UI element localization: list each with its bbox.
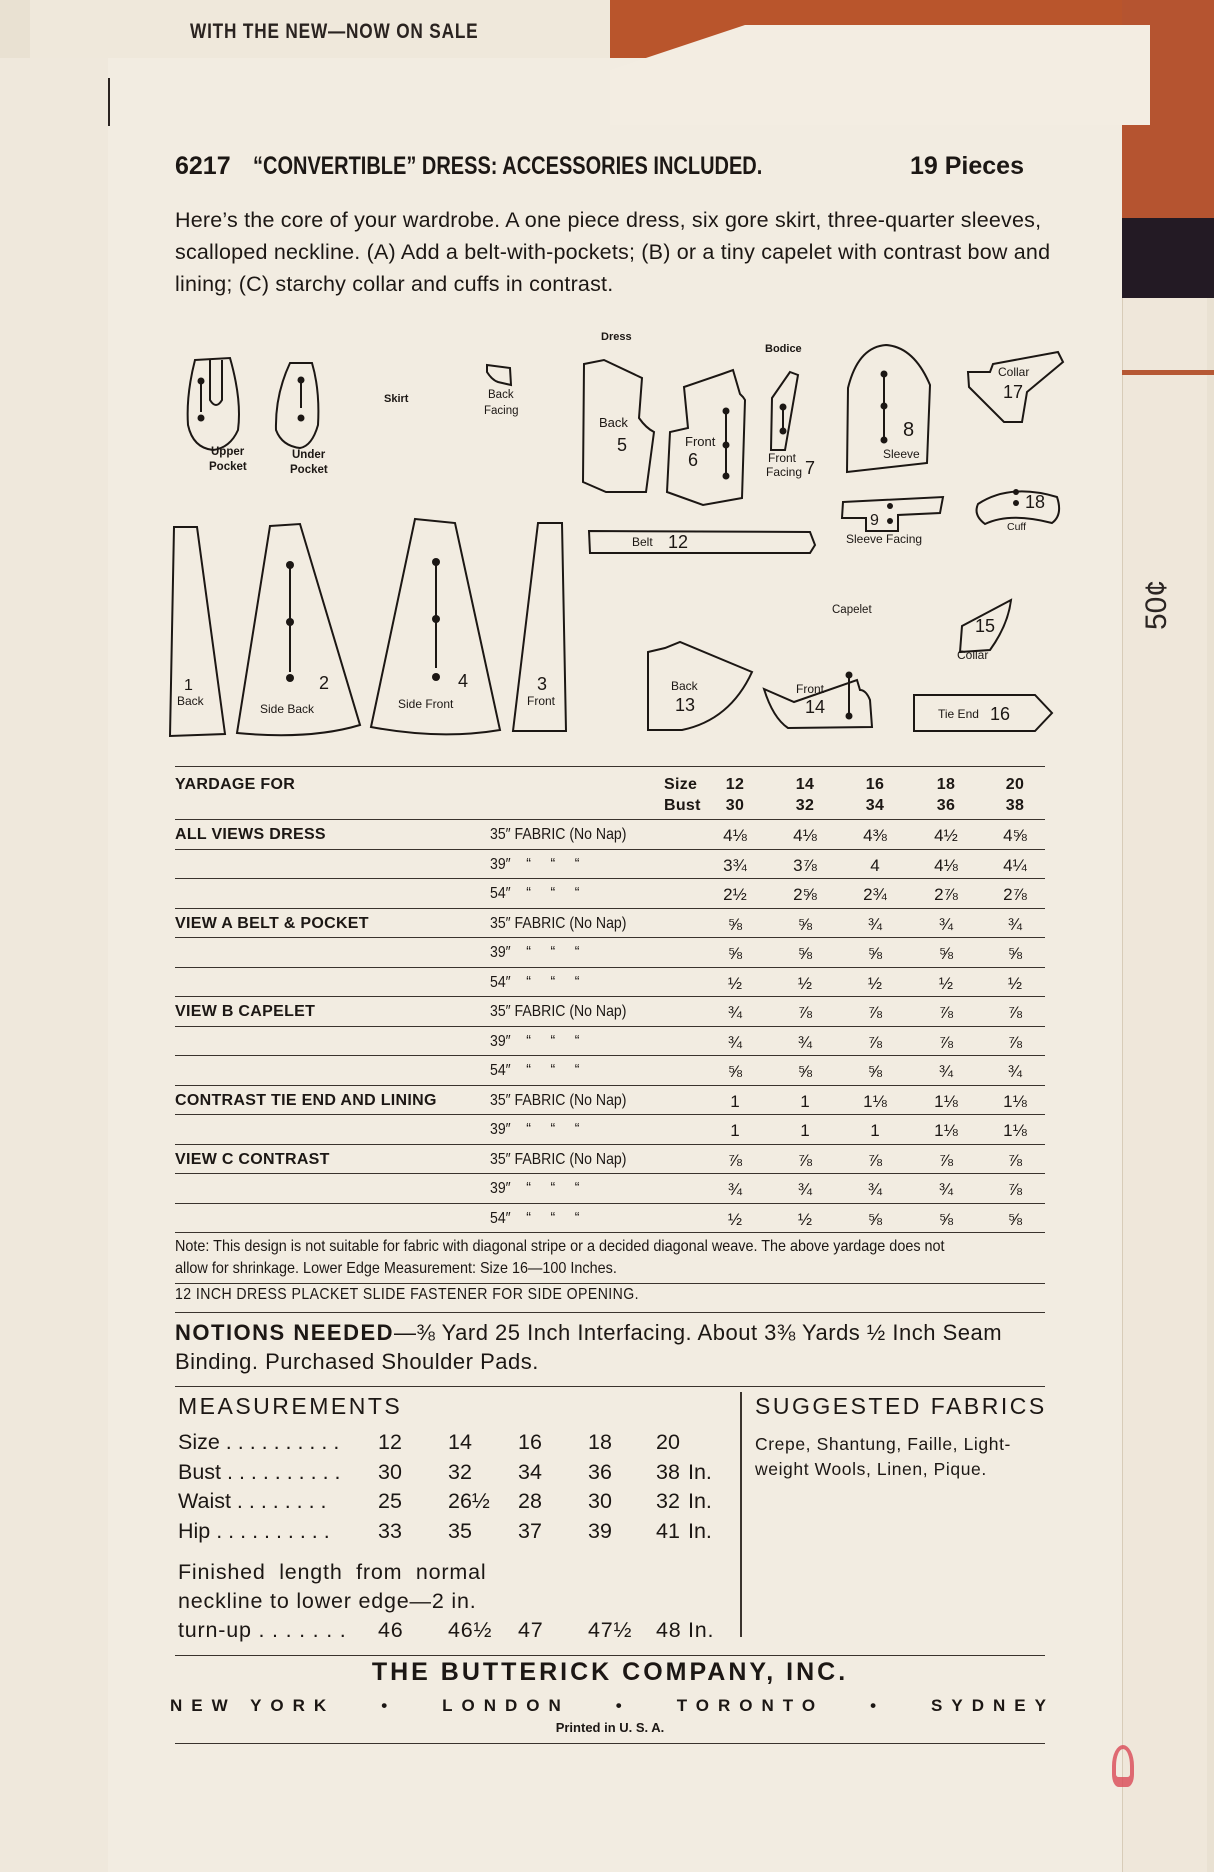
- yardage-cell: ⅞: [1007, 1180, 1023, 1199]
- turnup-value: 47½: [588, 1618, 633, 1642]
- yardage-cell: ¾: [867, 914, 883, 934]
- suggested-fabrics-text: Crepe, Shantung, Faille, Light-weight Wools, Linen, Pique.: [755, 1434, 1011, 1479]
- svg-text:Facing: Facing: [766, 465, 803, 479]
- yardage-cell: 4½: [934, 826, 958, 845]
- turnup-label: turn-up . . . . . . .: [178, 1618, 347, 1642]
- yardage-cell: 1: [800, 1091, 810, 1111]
- fabric-width: 54″ “ “ “: [490, 1209, 580, 1227]
- svg-text:Pocket: Pocket: [290, 464, 328, 476]
- yardage-cell: ⅞: [867, 1032, 883, 1052]
- svg-text:Belt: Belt: [632, 535, 653, 549]
- label-dress: Dress: [601, 331, 632, 343]
- bullet: •: [870, 1696, 886, 1715]
- pattern-pieces-diagram: [150, 320, 1110, 740]
- yardage-cell: ¾: [938, 914, 954, 934]
- svg-text:17: 17: [1003, 382, 1024, 402]
- rule: [175, 1312, 1045, 1313]
- yardage-cell: ⅞: [867, 1150, 883, 1170]
- fabric-width: 35″ FABRIC (No Nap): [490, 826, 627, 843]
- svg-text:Pocket: Pocket: [209, 461, 247, 473]
- svg-text:4: 4: [458, 671, 469, 691]
- measurement-value: 30: [588, 1489, 612, 1513]
- yardage-cell: ¾: [727, 1180, 743, 1199]
- yardage-cell: 1⅛: [1003, 1121, 1027, 1140]
- table-row: [175, 878, 1045, 908]
- svg-text:Under: Under: [292, 449, 326, 461]
- svg-text:Back: Back: [671, 679, 698, 693]
- measurements-title: MEASUREMENTS: [178, 1393, 403, 1419]
- svg-text:1: 1: [184, 677, 193, 694]
- piece-count: 19 Pieces: [910, 152, 1024, 180]
- measurement-label: Bust . . . . . . . . . .: [178, 1459, 341, 1484]
- price-label: 50¢: [1140, 579, 1173, 630]
- measurement-unit: In.: [688, 1489, 712, 1513]
- svg-text:18: 18: [1025, 492, 1046, 512]
- yardage-cell: 1: [870, 1121, 880, 1140]
- yardage-cell: ⅞: [1007, 1032, 1023, 1052]
- table-row: [175, 849, 1045, 879]
- yardage-cell: ⅝: [1007, 944, 1023, 963]
- measurement-value: 30: [378, 1459, 402, 1484]
- svg-text:8: 8: [903, 419, 915, 441]
- measurement-value: 35: [448, 1518, 472, 1543]
- yardage-header-row: [175, 766, 1045, 820]
- measurement-value: 39: [588, 1518, 612, 1543]
- suggested-fabrics-title: SUGGESTED FABRICS: [755, 1393, 1047, 1419]
- section-label: VIEW B CAPELET: [175, 1003, 316, 1020]
- yardage-note: Note: This design is not suitable for fabric with diagonal stripe or a decided diagonal weave. The above yardage does not allow for shrinkage. Lower Edge Measurement: Size 16—100 Inches.: [175, 1238, 945, 1277]
- measurement-label: Size . . . . . . . . . .: [178, 1430, 340, 1454]
- measurement-value: 37: [518, 1518, 542, 1543]
- table-row: [175, 1085, 1045, 1115]
- notions-needed: [175, 1318, 1055, 1376]
- yardage-cell: ⅝: [797, 944, 813, 963]
- orange-rule-line: [1122, 370, 1214, 375]
- finished-line-2: neckline to lower edge—2 in.: [178, 1589, 477, 1613]
- label-skirt: Skirt: [384, 393, 409, 405]
- pattern-description: Here’s the core of your wardrobe. A one piece dress, six gore skirt, three-quarter sleeves, scalloped neckline. (A) Add a belt-with-pockets; (B) or a tiny capelet with contrast bow and lining; (C) starchy collar and cuffs in contrast.: [175, 208, 1051, 296]
- yardage-cell: ½: [867, 973, 883, 993]
- table-row: [175, 819, 1045, 849]
- svg-text:Back: Back: [488, 389, 514, 401]
- bullet: •: [615, 1696, 631, 1715]
- bust-cell: 30: [725, 797, 745, 814]
- city: TORONTO: [676, 1696, 825, 1715]
- svg-text:Upper: Upper: [211, 446, 245, 458]
- yardage-cell: 4⅛: [934, 855, 958, 875]
- yardage-cell: ¾: [727, 1032, 743, 1052]
- bust-cell: 36: [936, 797, 956, 814]
- yardage-cell: ½: [797, 1209, 813, 1229]
- yardage-cell: ⅞: [797, 1150, 813, 1170]
- measurement-unit: In.: [688, 1518, 712, 1543]
- measurement-value: 25: [378, 1489, 402, 1513]
- yardage-cell: 1⅛: [934, 1121, 958, 1140]
- table-row: [175, 1114, 1045, 1144]
- fabric-width: 35″ FABRIC (No Nap): [490, 1003, 627, 1020]
- yardage-title: YARDAGE FOR: [175, 776, 296, 793]
- table-bottom-rule: [175, 1232, 1045, 1233]
- placket-note: 12 INCH DRESS PLACKET SLIDE FASTENER FOR SIDE OPENING.: [175, 1286, 640, 1303]
- fabric-width: 54″ “ “ “: [490, 885, 580, 902]
- yardage-cell: 1⅛: [863, 1091, 887, 1111]
- section-label: VIEW A BELT & POCKET: [175, 914, 369, 932]
- section-label: VIEW C CONTRAST: [175, 1150, 330, 1168]
- yardage-cell: 3⅞: [793, 855, 817, 875]
- svg-text:15: 15: [975, 616, 996, 636]
- yardage-cell: ¾: [938, 1062, 954, 1081]
- yardage-cell: 4⅛: [723, 826, 747, 845]
- measurement-value: 32: [656, 1489, 680, 1513]
- rule: [175, 1283, 1045, 1284]
- section-label: ALL VIEWS DRESS: [175, 826, 326, 843]
- fabric-width: 35″ FABRIC (No Nap): [490, 1091, 627, 1109]
- svg-text:16: 16: [990, 704, 1011, 724]
- svg-text:5: 5: [617, 435, 628, 455]
- label-bodice: Bodice: [765, 343, 802, 355]
- measurement-value: 12: [378, 1430, 402, 1454]
- size-label: Size: [664, 776, 698, 793]
- left-side-flap: [0, 58, 109, 1872]
- table-row: [175, 1144, 1045, 1174]
- fold-mark: [108, 78, 110, 126]
- right-side-panel: [1122, 298, 1207, 1872]
- rule: [175, 1386, 1045, 1387]
- measurement-value: 41: [656, 1518, 680, 1543]
- measurement-value: 32: [448, 1459, 472, 1484]
- turnup-value: 48: [656, 1618, 682, 1642]
- svg-text:Side Back: Side Back: [260, 702, 315, 716]
- table-row: [175, 908, 1045, 938]
- yardage-cell: ¾: [797, 1180, 813, 1199]
- measurement-value: 33: [378, 1518, 402, 1543]
- bust-cell: 34: [865, 797, 885, 814]
- rule: [175, 1743, 1045, 1744]
- yardage-cell: ⅞: [938, 1032, 954, 1052]
- turnup-unit: In.: [688, 1618, 715, 1642]
- yardage-cell: ⅝: [727, 1062, 743, 1081]
- svg-text:Collar: Collar: [957, 648, 989, 662]
- measurement-value: 38: [656, 1459, 680, 1484]
- turnup-row: [178, 1616, 715, 1645]
- measurement-unit: In.: [688, 1459, 712, 1484]
- svg-text:2: 2: [319, 673, 330, 693]
- yardage-cell: 4⅜: [863, 826, 887, 845]
- yardage-cell: 4¼: [1003, 855, 1027, 875]
- yardage-cell: ½: [797, 973, 813, 993]
- rule: [175, 1655, 1045, 1656]
- fabric-width: 39″ “ “ “: [490, 1032, 580, 1050]
- yardage-cell: ⅝: [938, 944, 954, 963]
- yardage-cell: ⅝: [797, 1062, 813, 1081]
- table-row: [175, 1203, 1045, 1233]
- pattern-title-text: “CONVERTIBLE” DRESS: ACCESSORIES INCLUDED.: [252, 152, 762, 180]
- yardage-cell: 2⅝: [793, 885, 817, 904]
- fabric-width: 54″ “ “ “: [490, 1062, 580, 1079]
- top-strip-text: WITH THE NEW—NOW ON SALE: [190, 20, 479, 43]
- yardage-cell: 4⅛: [793, 826, 817, 845]
- svg-text:Front: Front: [796, 682, 825, 696]
- turnup-value: 46½: [448, 1618, 493, 1642]
- yardage-cell: ⅝: [727, 944, 743, 963]
- yardage-cell: ⅝: [797, 914, 813, 934]
- company-name: THE BUTTERICK COMPANY, INC.: [371, 1658, 849, 1686]
- yardage-cell: ⅝: [867, 944, 883, 963]
- svg-text:Sleeve Facing: Sleeve Facing: [846, 532, 923, 546]
- fabric-width: 35″ FABRIC (No Nap): [490, 914, 627, 932]
- finished-line-1: Finished length from normal: [178, 1560, 487, 1584]
- yardage-cell: 4⅝: [1003, 826, 1027, 845]
- yardage-cell: ¾: [727, 1003, 743, 1022]
- yardage-cell: 1⅛: [1003, 1091, 1027, 1111]
- fabric-width: 39″ “ “ “: [490, 944, 580, 961]
- notions-label: NOTIONS NEEDED: [175, 1320, 395, 1345]
- city: SYDNEY: [931, 1696, 1055, 1715]
- measurement-value: 20: [656, 1430, 680, 1454]
- yardage-cell: ⅝: [867, 1209, 883, 1229]
- measurement-label: Hip . . . . . . . . . .: [178, 1518, 330, 1543]
- table-row: [175, 996, 1045, 1026]
- svg-text:9: 9: [870, 512, 879, 529]
- yardage-cell: ⅞: [938, 1003, 954, 1022]
- pattern-number: 6217: [175, 152, 231, 180]
- finished-length: [178, 1558, 715, 1645]
- yardage-cell: ½: [727, 1209, 743, 1229]
- red-ink-mark: [1112, 1745, 1134, 1787]
- turnup-value: 47: [518, 1618, 544, 1642]
- yardage-cell: 1: [800, 1121, 810, 1140]
- table-row: [175, 967, 1045, 997]
- size-cell: 16: [865, 776, 885, 793]
- size-cell: 14: [795, 776, 815, 793]
- size-cell: 20: [1005, 776, 1025, 793]
- table-row: [175, 1026, 1045, 1056]
- svg-text:Back: Back: [177, 694, 204, 708]
- dark-color-band: [1122, 218, 1214, 298]
- bust-cell: 32: [795, 797, 815, 814]
- svg-text:Tie End: Tie End: [938, 707, 979, 721]
- yardage-cell: 4: [870, 855, 880, 875]
- fabric-width: 39″ “ “ “: [490, 1121, 580, 1138]
- turnup-value: 46: [378, 1618, 404, 1642]
- svg-text:Front: Front: [768, 451, 797, 465]
- svg-text:Collar: Collar: [998, 365, 1030, 379]
- svg-text:Sleeve: Sleeve: [883, 447, 920, 461]
- yardage-cell: 1: [730, 1091, 740, 1111]
- fabric-width: 39″ “ “ “: [490, 1180, 580, 1197]
- measurement-value: 18: [588, 1430, 612, 1454]
- yardage-cell: 1⅛: [934, 1091, 958, 1111]
- measurement-value: 34: [518, 1459, 542, 1484]
- measurement-value: 26½: [448, 1489, 490, 1513]
- bust-cell: 38: [1005, 797, 1025, 814]
- yardage-cell: 3¾: [723, 855, 747, 875]
- measurement-label: Waist . . . . . . . .: [178, 1489, 327, 1513]
- svg-text:3: 3: [537, 674, 548, 694]
- fabric-width: 54″ “ “ “: [490, 973, 580, 991]
- yardage-cell: ¾: [938, 1180, 954, 1199]
- company-cities: [170, 1696, 1055, 1716]
- yardage-cell: ⅞: [1007, 1150, 1023, 1170]
- yardage-cell: 1: [730, 1121, 740, 1140]
- measurement-value: 28: [518, 1489, 542, 1513]
- yardage-cell: ⅞: [938, 1150, 954, 1170]
- svg-text:14: 14: [805, 697, 826, 717]
- yardage-cell: ½: [727, 973, 743, 993]
- section-label: CONTRAST TIE END AND LINING: [175, 1091, 437, 1109]
- notions-text: —⅜ Yard 25 Inch Interfacing. About 3⅜ Yards ½ Inch Seam Binding. Purchased Shoulder Pads.: [175, 1320, 1003, 1374]
- city: LONDON: [442, 1696, 570, 1715]
- bust-label: Bust: [664, 797, 701, 814]
- yardage-cell: ⅞: [867, 1003, 883, 1022]
- table-row: [175, 937, 1045, 967]
- yardage-cell: ⅞: [727, 1150, 743, 1170]
- table-row: [175, 1055, 1045, 1085]
- yardage-cell: ⅝: [727, 914, 743, 934]
- svg-text:Front: Front: [527, 694, 556, 708]
- size-cell: 18: [936, 776, 956, 793]
- svg-text:6: 6: [688, 450, 699, 470]
- yardage-cell: ½: [1007, 973, 1023, 993]
- size-cell: 12: [725, 776, 745, 793]
- yardage-cell: ⅝: [1007, 1209, 1023, 1229]
- table-row: [175, 1173, 1045, 1203]
- yardage-cell: ¾: [797, 1032, 813, 1052]
- svg-text:Back: Back: [599, 415, 628, 430]
- svg-text:12: 12: [668, 532, 689, 552]
- yardage-cell: ⅝: [867, 1062, 883, 1081]
- printed-in: Printed in U. S. A.: [555, 1720, 665, 1735]
- measurement-value: 36: [588, 1459, 612, 1484]
- yardage-cell: ¾: [1007, 1062, 1023, 1081]
- svg-text:7: 7: [805, 458, 816, 478]
- city: NEW YORK: [170, 1696, 336, 1715]
- yardage-cell: 2⅞: [1003, 885, 1027, 904]
- fabric-width: 39″ “ “ “: [490, 855, 580, 873]
- bullet: •: [381, 1696, 397, 1715]
- pattern-title: [175, 152, 889, 181]
- svg-text:Cuff: Cuff: [1007, 521, 1027, 533]
- fabric-width: 35″ FABRIC (No Nap): [490, 1150, 627, 1168]
- measurement-value: 14: [448, 1430, 472, 1454]
- svg-text:Front: Front: [685, 434, 716, 449]
- yardage-cell: ⅞: [1007, 1003, 1023, 1022]
- measurement-value: 16: [518, 1430, 542, 1454]
- yardage-cell: 2½: [723, 885, 747, 904]
- yardage-cell: ⅞: [797, 1003, 813, 1022]
- yardage-cell: 2¾: [863, 885, 887, 904]
- column-divider: [740, 1392, 742, 1637]
- yardage-cell: 2⅞: [934, 885, 958, 904]
- yardage-cell: ½: [938, 973, 954, 993]
- svg-text:Facing: Facing: [484, 405, 519, 417]
- svg-text:13: 13: [675, 695, 696, 715]
- label-capelet: Capelet: [832, 604, 872, 616]
- yardage-cell: ¾: [867, 1180, 883, 1199]
- svg-text:Side Front: Side Front: [398, 697, 454, 711]
- yardage-cell: ¾: [1007, 914, 1023, 934]
- yardage-cell: ⅝: [938, 1209, 954, 1229]
